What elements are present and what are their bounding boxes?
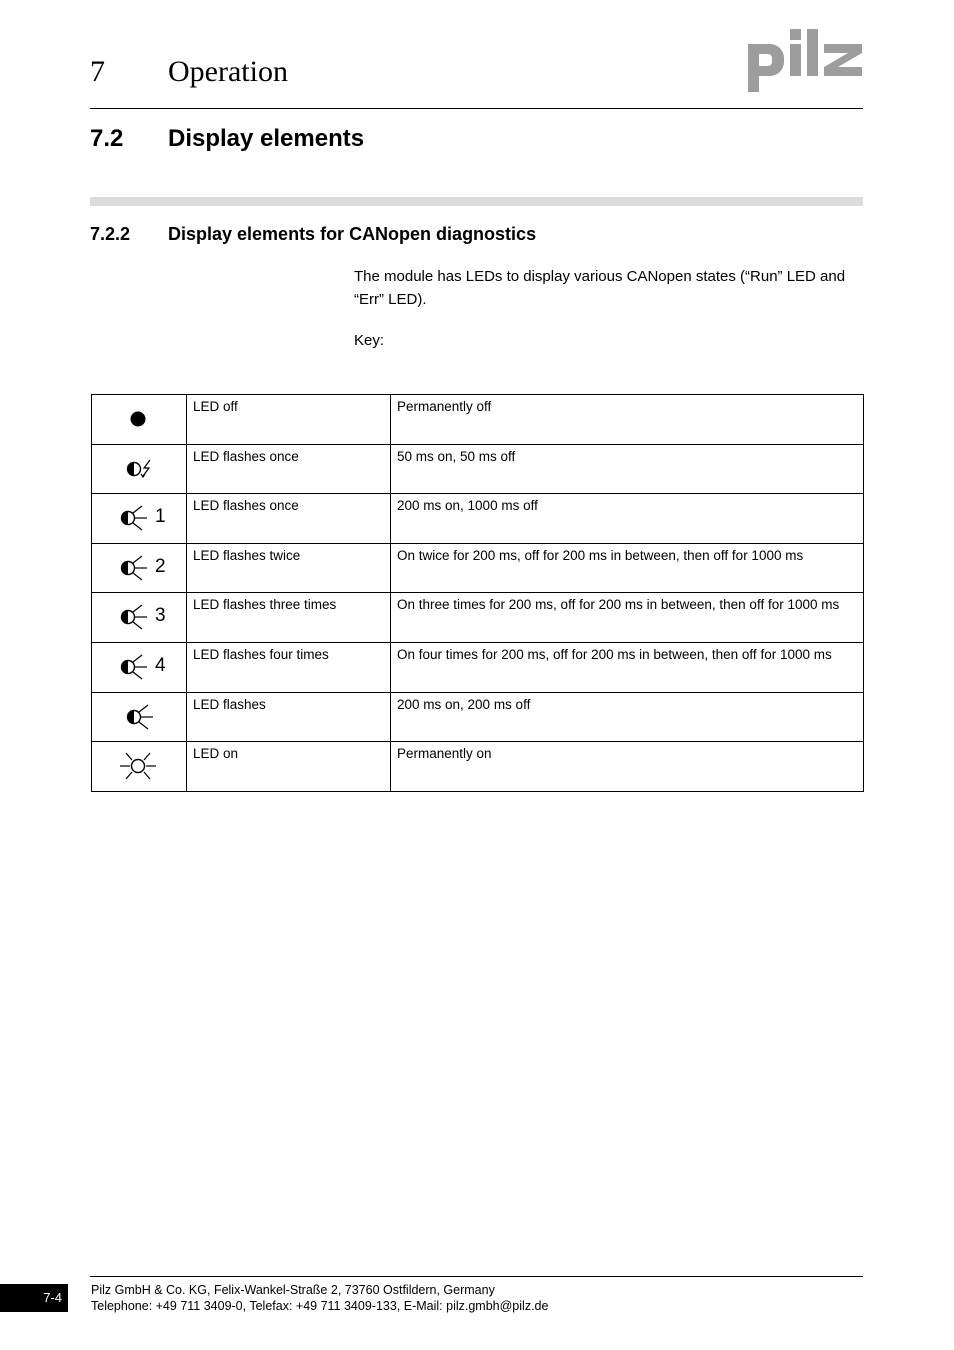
table-row	[92, 643, 864, 693]
table-row	[92, 494, 864, 544]
symbol-cell	[92, 544, 187, 593]
symbol-cell	[92, 742, 187, 792]
state-description: On twice for 200 ms, off for 200 ms in between, then off for 1000 ms	[391, 544, 864, 593]
table-row	[92, 395, 864, 445]
flash-count: 2	[155, 556, 166, 577]
led-legend-table	[91, 394, 864, 792]
page-number: 7-4	[43, 1290, 62, 1305]
chapter-number: 7	[90, 55, 105, 88]
table-row	[92, 742, 864, 792]
state-name: LED flashes three times	[187, 593, 391, 643]
state-name: LED flashes four times	[187, 643, 391, 693]
led-flash-icon	[92, 544, 186, 592]
footer-address: Pilz GmbH & Co. KG, Felix-Wankel-Straße 2, 73760 Ostfildern, Germany	[91, 1283, 495, 1297]
section-divider-bar	[90, 197, 863, 206]
key-label: Key:	[354, 332, 385, 349]
state-name: LED flashes twice	[187, 544, 391, 593]
chapter-title: Operation	[168, 55, 288, 88]
state-name: LED on	[187, 742, 391, 792]
section-title: Display elements	[168, 125, 365, 152]
table-row	[92, 593, 864, 643]
state-name: LED flashes once	[187, 445, 391, 494]
state-description: Permanently on	[391, 742, 864, 792]
symbol-cell	[92, 693, 187, 742]
subsection-number: 7.2.2	[90, 224, 131, 244]
table-row	[92, 445, 864, 494]
intro-paragraph: The module has LEDs to display various CANopen states (“Run” LED and “Err” LED).	[354, 268, 846, 308]
state-description: On four times for 200 ms, off for 200 ms in between, then off for 1000 ms	[391, 643, 864, 693]
footer-contact: Telephone: +49 711 3409-0, Telefax: +49 711 3409-133, E-Mail: pilz.gmbh@pilz.de	[91, 1299, 549, 1313]
led-flash-fast-icon	[92, 445, 186, 493]
state-description: Permanently off	[391, 395, 864, 445]
state-name: LED flashes once	[187, 494, 391, 544]
led-on-icon	[92, 742, 186, 790]
state-description: 50 ms on, 50 ms off	[391, 445, 864, 494]
table-row	[92, 544, 864, 593]
led-off-icon	[92, 395, 186, 443]
symbol-cell	[92, 643, 187, 693]
subsection-title: Display elements for CANopen diagnostics	[168, 224, 537, 244]
state-description: On three times for 200 ms, off for 200 ms in between, then off for 1000 ms	[391, 593, 864, 643]
symbol-cell	[92, 445, 187, 494]
symbol-cell	[92, 494, 187, 544]
led-flash-icon	[92, 693, 186, 741]
footer-rule	[90, 1276, 863, 1277]
flash-count: 3	[155, 605, 166, 626]
state-name: LED off	[187, 395, 391, 445]
symbol-cell	[92, 395, 187, 445]
section-number: 7.2	[90, 125, 124, 152]
led-flash-icon	[92, 593, 186, 641]
pilz-logo	[746, 26, 864, 94]
state-description: 200 ms on, 1000 ms off	[391, 494, 864, 544]
led-flash-icon	[92, 494, 186, 542]
header-rule	[90, 108, 863, 109]
table-row	[92, 693, 864, 742]
led-flash-icon	[92, 643, 186, 691]
state-description: 200 ms on, 200 ms off	[391, 693, 864, 742]
symbol-cell	[92, 593, 187, 643]
state-name: LED flashes	[187, 693, 391, 742]
flash-count: 4	[155, 655, 166, 676]
flash-count: 1	[155, 506, 166, 527]
